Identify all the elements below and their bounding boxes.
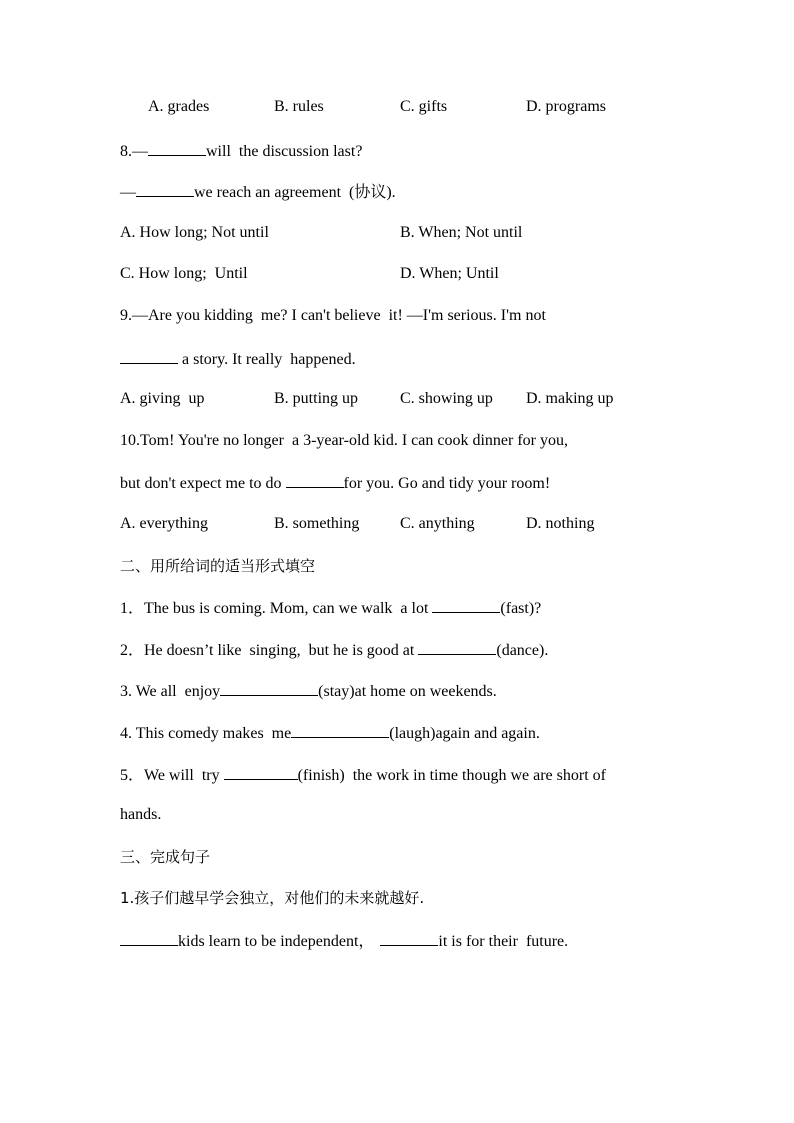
q8-option-d: D. When; Until [400,265,499,282]
section3-item-1-english: kids learn to be independent， it is for their future. [120,930,568,950]
q8-option-b: B. When; Not until [400,224,523,241]
answer-blank [120,930,178,946]
answer-blank [286,472,344,488]
answer-blank [148,140,206,156]
q9-line1: 9.—Are you kidding me? I can't believe it! —I'm serious. I'm not [120,307,546,324]
section2-item-5-continued: hands. [120,806,162,823]
q10-option-c: C. anything [400,515,475,532]
section3-heading: 三、完成句子 [120,848,211,866]
q8-option-c: C. How long; Until [120,265,248,282]
q10-option-d: D. nothing [526,515,595,532]
answer-blank [224,764,298,780]
q9-option-b: B. putting up [274,390,359,407]
section2-heading: 二、用所给词的适当形式填空 [120,557,316,575]
q8-option-a: A. How long; Not until [120,224,269,241]
q9-option-a: A. giving up [120,390,205,407]
q7-option-d: D. programs [526,98,606,115]
q8-line2: — we reach an agreement (协议). [120,181,396,201]
q9-line2: a story. It really happened. [120,348,356,368]
answer-blank [418,639,496,655]
answer-blank [291,722,389,738]
q9-option-d: D. making up [526,390,614,407]
q10-option-b: B. something [274,515,360,532]
q7-option-c: C. gifts [400,98,448,115]
q7-option-b: B. rules [274,98,324,115]
q10-line1: 10.Tom! You're no longer a 3-year-old kid. I can cook dinner for you, [120,432,568,449]
section2-item-2: 2．He doesn’t like singing, but he is good at (dance). [120,639,548,659]
answer-blank [136,181,194,197]
q10-option-a: A. everything [120,515,208,532]
q7-option-a: A. grades [148,98,210,115]
answer-blank [120,348,178,364]
q10-line2: but don't expect me to do for you. Go and tidy your room! [120,472,550,492]
section2-item-3: 3. We all enjoy (stay)at home on weekends. [120,680,497,700]
section3-item-1-chinese: 1.孩子们越早学会独立，对他们的未来就越好. [120,889,425,907]
section2-item-1: 1．The bus is coming. Mom, can we walk a lot (fast)? [120,597,541,617]
answer-blank [380,930,438,946]
section2-item-4: 4. This comedy makes me (laugh)again and again. [120,722,540,742]
answer-blank [220,680,318,696]
answer-blank [432,597,500,613]
section2-item-5: 5．We will try (finish) the work in time though we are short of [120,764,606,784]
q8-line1: 8.— will the discussion last? [120,140,362,160]
q9-option-c: C. showing up [400,390,493,407]
